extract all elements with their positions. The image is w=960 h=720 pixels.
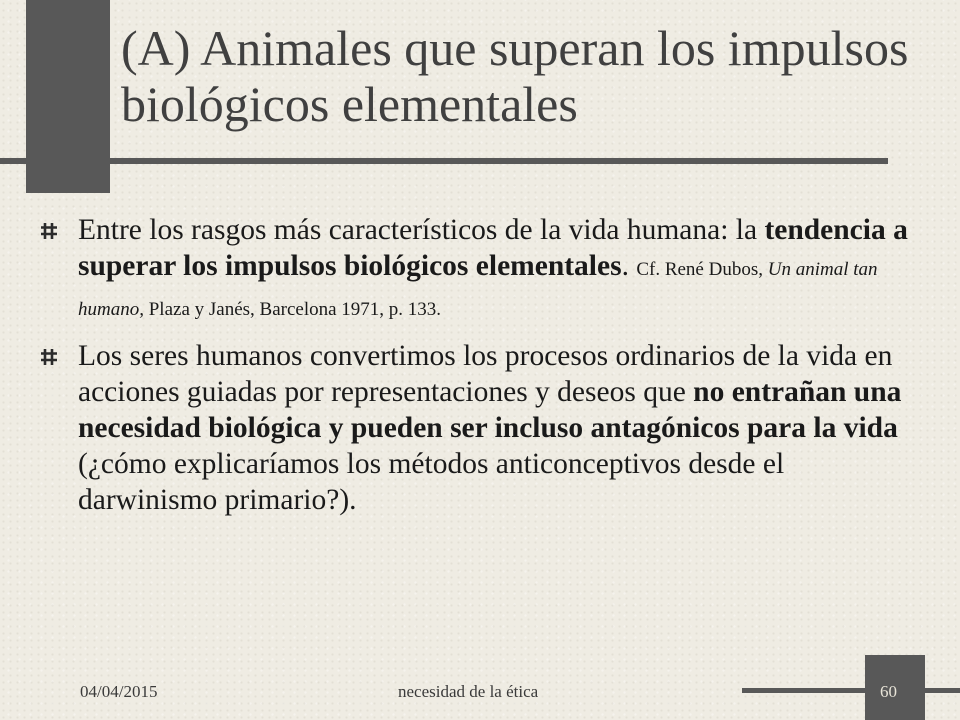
footer-center-text: necesidad de la ética bbox=[398, 682, 539, 701]
slide-title: (A) Animales que superan los impulsos biológicos elementales bbox=[121, 20, 909, 132]
hash-bullet-icon bbox=[40, 348, 58, 366]
bullet-plain-text: . bbox=[621, 250, 629, 282]
bullet-emphasis-text: no entrañan una necesidad biológica y pueden ser incluso antagónicos para la vida bbox=[78, 376, 902, 444]
citation-book-title: Un animal tan humano, bbox=[78, 259, 878, 320]
bullet-list bbox=[40, 212, 920, 528]
citation-prefix: Cf. René Dubos, bbox=[636, 259, 768, 280]
title-underline-rule bbox=[0, 158, 888, 164]
bullet-item bbox=[40, 338, 920, 518]
page-number: 60 bbox=[880, 682, 897, 701]
bullet-item bbox=[40, 212, 920, 328]
title-accent-block bbox=[26, 0, 110, 193]
bullet-text bbox=[78, 338, 920, 518]
footer-date: 04/04/2015 bbox=[80, 682, 158, 701]
citation-suffix: Plaza y Janés, Barcelona 1971, p. 133. bbox=[143, 299, 442, 320]
bullet-plain-text: (¿cómo explicaríamos los métodos anticonceptivos desde el darwinismo primario?). bbox=[78, 448, 785, 516]
bullet-emphasis-text: tendencia a superar los impulsos biológicos elementales bbox=[78, 214, 908, 282]
bullet-plain-text: Los seres humanos convertimos los procesos ordinarios de la vida en acciones guiadas por representaciones y deseos que bbox=[78, 340, 893, 408]
footer-rule bbox=[742, 688, 960, 693]
bullet-plain-text: Entre los rasgos más característicos de la vida humana: la bbox=[78, 214, 765, 246]
hash-bullet-icon bbox=[40, 222, 58, 240]
bullet-text bbox=[78, 212, 920, 328]
